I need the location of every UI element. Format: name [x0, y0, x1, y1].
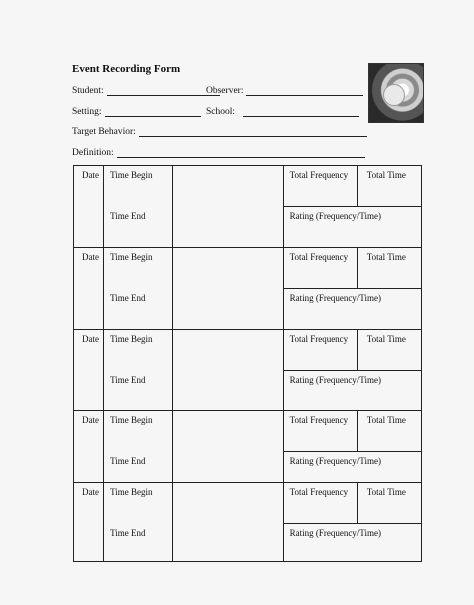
- rating-label: Rating (Frequency/Time): [289, 375, 381, 385]
- rating-cell[interactable]: [283, 289, 421, 330]
- total-time-cell[interactable]: [357, 483, 421, 524]
- total-time-cell[interactable]: [357, 248, 421, 289]
- time-end-cell[interactable]: [104, 371, 173, 411]
- date-label: Date: [82, 487, 99, 497]
- time-end-cell[interactable]: [104, 452, 173, 483]
- total-time-label: Total Time: [366, 334, 406, 344]
- total-frequency-label: Total Frequency: [289, 487, 349, 497]
- total-time-label: Total Time: [366, 415, 406, 425]
- time-end-label: Time End: [110, 210, 146, 221]
- date-cell[interactable]: [74, 411, 104, 483]
- setting-field: [72, 107, 201, 117]
- table-row: [74, 411, 422, 452]
- target-behavior-field: [72, 127, 367, 137]
- time-begin-cell[interactable]: [104, 330, 173, 371]
- date-cell[interactable]: [74, 248, 104, 330]
- definition-label: Definition:: [72, 148, 114, 158]
- student-field: [72, 86, 220, 96]
- rating-label: Rating (Frequency/Time): [289, 293, 381, 303]
- date-label: Date: [82, 415, 99, 425]
- observer-label: Observer:: [206, 86, 244, 96]
- student-line[interactable]: [107, 94, 220, 96]
- rating-cell[interactable]: [283, 371, 421, 411]
- total-frequency-cell[interactable]: [283, 248, 357, 289]
- total-time-cell[interactable]: [357, 166, 421, 207]
- student-label: Student:: [72, 86, 104, 96]
- time-end-label: Time End: [110, 455, 146, 466]
- target-behavior-label: Target Behavior:: [72, 127, 136, 137]
- time-begin-cell[interactable]: [104, 166, 173, 207]
- rating-label: Rating (Frequency/Time): [289, 456, 381, 466]
- total-time-cell[interactable]: [357, 330, 421, 371]
- lens-icon: [383, 84, 405, 106]
- date-cell[interactable]: [74, 330, 104, 411]
- total-time-label: Total Time: [366, 487, 406, 497]
- date-label: Date: [82, 252, 99, 262]
- school-label: School:: [206, 107, 236, 117]
- target-behavior-line[interactable]: [139, 135, 367, 137]
- time-begin-label: Time Begin: [110, 334, 153, 344]
- rating-label: Rating (Frequency/Time): [289, 528, 381, 538]
- rating-cell[interactable]: [283, 207, 421, 248]
- time-begin-label: Time Begin: [110, 252, 153, 262]
- total-frequency-cell[interactable]: [283, 166, 357, 207]
- total-frequency-label: Total Frequency: [289, 334, 349, 344]
- date-label: Date: [82, 334, 99, 344]
- date-cell[interactable]: [74, 166, 104, 248]
- table-row: [74, 330, 422, 371]
- notes-cell[interactable]: [173, 248, 283, 330]
- form-title: Event Recording Form: [72, 63, 181, 75]
- total-frequency-label: Total Frequency: [289, 252, 349, 262]
- school-line[interactable]: [243, 115, 359, 117]
- table-row: [74, 248, 422, 289]
- time-end-label: Time End: [110, 374, 146, 385]
- observer-line[interactable]: [246, 94, 363, 96]
- time-begin-cell[interactable]: [104, 411, 173, 452]
- setting-line[interactable]: [105, 115, 201, 117]
- notes-cell[interactable]: [173, 411, 283, 483]
- time-end-label: Time End: [110, 527, 146, 538]
- time-begin-cell[interactable]: [104, 248, 173, 289]
- table-row: [74, 483, 422, 524]
- setting-label: Setting:: [72, 107, 102, 117]
- school-field: [206, 107, 359, 117]
- time-begin-label: Time Begin: [110, 487, 153, 497]
- time-begin-cell[interactable]: [104, 483, 173, 524]
- total-frequency-cell[interactable]: [283, 330, 357, 371]
- notes-cell[interactable]: [173, 330, 283, 411]
- total-time-cell[interactable]: [357, 411, 421, 452]
- total-time-label: Total Time: [366, 170, 406, 180]
- time-end-cell[interactable]: [104, 207, 173, 248]
- date-label: Date: [82, 170, 99, 180]
- total-frequency-cell[interactable]: [283, 411, 357, 452]
- time-end-cell[interactable]: [104, 524, 173, 562]
- time-end-label: Time End: [110, 292, 146, 303]
- total-frequency-label: Total Frequency: [289, 415, 349, 425]
- rating-cell[interactable]: [283, 524, 421, 562]
- total-time-label: Total Time: [366, 252, 406, 262]
- total-frequency-cell[interactable]: [283, 483, 357, 524]
- rating-cell[interactable]: [283, 452, 421, 483]
- notes-cell[interactable]: [173, 483, 283, 562]
- definition-field: [72, 148, 365, 158]
- time-begin-label: Time Begin: [110, 170, 153, 180]
- notes-cell[interactable]: [173, 166, 283, 248]
- recording-table: [73, 165, 422, 562]
- definition-line[interactable]: [117, 156, 365, 158]
- observer-field: [206, 86, 363, 96]
- observation-photo: [368, 63, 424, 123]
- time-end-cell[interactable]: [104, 289, 173, 330]
- date-cell[interactable]: [74, 483, 104, 562]
- time-begin-label: Time Begin: [110, 415, 153, 425]
- table-row: [74, 166, 422, 207]
- total-frequency-label: Total Frequency: [289, 170, 349, 180]
- rating-label: Rating (Frequency/Time): [289, 211, 381, 221]
